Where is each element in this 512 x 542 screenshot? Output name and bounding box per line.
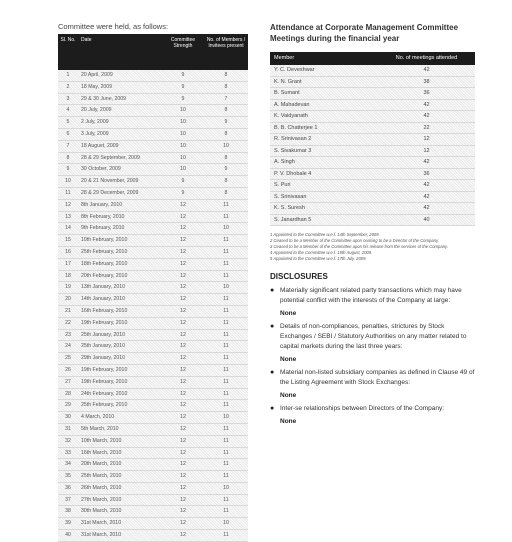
cell-sl-no: 15: [65, 237, 71, 244]
cell-member: P. V. Dhobale 4: [274, 170, 312, 177]
table-row: [58, 153, 248, 165]
cell-sl-no: 12: [65, 201, 71, 208]
cell-strength: 10: [180, 142, 186, 149]
cell-date: 31st March, 2010: [81, 520, 122, 527]
cell-sl-no: 4: [66, 107, 70, 114]
cell-members-present: 11: [223, 355, 229, 362]
cell-member: K. S. Suresh: [274, 205, 305, 211]
cell-members-present: 11: [223, 331, 229, 338]
cell-sl-no: 22: [65, 319, 71, 326]
cell-strength: 9: [181, 72, 185, 78]
cell-date: 30 October, 2009: [81, 166, 121, 173]
table-row: [58, 117, 248, 129]
table-row: [58, 448, 248, 460]
cell-strength: 12: [180, 248, 186, 255]
disclosure-item: [270, 404, 475, 425]
cell-strength: 10: [180, 119, 186, 126]
cell-date: 3 July, 2009: [81, 130, 109, 137]
cell-members-present: 11: [223, 390, 229, 397]
disclosure-text: Materially significant related party transactions which may have potential conflict with the interests of the Company at large:: [280, 287, 462, 304]
cell-strength: 9: [181, 189, 185, 196]
table-row: [270, 77, 475, 89]
table-row: [58, 518, 248, 530]
cell-members-present: 10: [223, 484, 229, 491]
cell-members-present: 11: [223, 260, 229, 267]
cell-date: 13th January, 2010: [81, 284, 126, 291]
cell-member: S. Puri: [274, 182, 291, 188]
table-row: [270, 192, 475, 204]
cell-strength: 9: [181, 178, 185, 185]
table-row: [58, 271, 248, 283]
cell-sl-no: 32: [65, 437, 71, 444]
cell-date: 19th February, 2010: [81, 366, 128, 373]
footnote: 3 Ceased to be a Member of the Committee upon his release from the services of the Company.: [270, 244, 448, 249]
cell-members-present: 8: [224, 154, 228, 161]
cell-date: 20th March, 2010: [81, 461, 122, 468]
cell-sl-no: 18: [65, 272, 71, 279]
cell-date: 20 & 21 November, 2009: [81, 178, 139, 185]
cell-members-present: 7: [224, 95, 228, 102]
cell-members-present: 11: [223, 343, 229, 350]
table-row: [270, 169, 475, 181]
bullet-icon: ●: [270, 287, 275, 294]
table-row: [58, 306, 248, 318]
cell-sl-no: 16: [65, 248, 71, 255]
meetings-table-header: [58, 34, 248, 70]
cell-sl-no: 36: [65, 484, 71, 491]
table-row: [58, 530, 248, 542]
cell-strength: 12: [180, 414, 186, 421]
table-row: [58, 294, 248, 306]
cell-strength: 9: [181, 95, 185, 102]
cell-date: 20 July, 2009: [81, 107, 112, 114]
cell-sl-no: 2: [66, 83, 70, 90]
cell-members-present: 8: [224, 83, 228, 90]
header-members-present: No. of Members / Invitees present: [206, 37, 246, 49]
cell-members-present: 8: [224, 107, 228, 114]
cell-date: 20th February, 2010: [81, 272, 128, 279]
header-sl-no: Sl. No.: [60, 37, 76, 43]
cell-member: B. B. Chatterjee 1: [274, 124, 318, 131]
cell-strength: 12: [180, 319, 186, 326]
footnote: 1 Appointed to the Committee w.e.f. 14th September, 2009.: [270, 232, 380, 237]
attendance-section: [270, 22, 475, 425]
cell-meetings: 42: [423, 113, 430, 119]
cell-members-present: 11: [223, 437, 229, 444]
cell-meetings: 40: [423, 216, 430, 223]
table-row: [58, 212, 248, 224]
cell-sl-no: 9: [66, 166, 70, 173]
cell-date: 18 May, 2009: [81, 83, 113, 90]
cell-meetings: 42: [423, 193, 430, 200]
cell-date: 25th March, 2010: [81, 473, 122, 480]
table-row: [58, 188, 248, 200]
cell-strength: 12: [180, 307, 186, 314]
cell-strength: 12: [180, 284, 186, 291]
cell-strength: 12: [180, 343, 186, 350]
table-row: [270, 88, 475, 100]
disclosure-answer: None: [280, 392, 297, 399]
table-row: [58, 506, 248, 518]
cell-members-present: 9: [224, 119, 228, 126]
cell-member: K. N. Grant: [274, 78, 302, 85]
cell-strength: 12: [180, 461, 186, 468]
table-row: [270, 111, 475, 123]
cell-date: 16th February, 2010: [81, 307, 128, 314]
cell-members-present: 11: [223, 307, 229, 314]
table-row: [58, 436, 248, 448]
cell-meetings: 42: [423, 159, 430, 165]
cell-meetings: 42: [423, 182, 430, 188]
cell-strength: 12: [180, 366, 186, 373]
cell-strength: 12: [180, 213, 186, 220]
cell-members-present: 11: [223, 213, 229, 220]
cell-date: 9th February, 2010: [81, 225, 125, 232]
cell-strength: 12: [180, 201, 186, 208]
cell-member: S. Sivakumar 3: [274, 147, 312, 154]
table-row: [58, 141, 248, 153]
attendance-title: [270, 22, 475, 44]
cell-sl-no: 37: [65, 496, 71, 503]
cell-sl-no: 30: [65, 414, 71, 421]
cell-strength: 12: [180, 484, 186, 491]
disclosure-bullet: [270, 322, 475, 352]
cell-sl-no: 29: [65, 402, 71, 409]
cell-members-present: 11: [223, 449, 229, 456]
cell-meetings: 36: [423, 90, 430, 96]
cell-date: 18th February, 2010: [81, 260, 128, 267]
cell-strength: 10: [180, 166, 186, 173]
cell-members-present: 11: [223, 473, 229, 480]
disclosures-title: DISCLOSURES: [270, 272, 328, 281]
section-intro: Committee were held, as follows:: [58, 22, 169, 31]
table-row: [270, 65, 475, 77]
cell-strength: 12: [180, 449, 186, 456]
cell-members-present: 11: [223, 366, 229, 373]
footnote: 4 Appointed to the Committee w.e.f. 15th August, 2009.: [270, 250, 373, 255]
attendance-title-line2: Meetings during the financial year: [270, 34, 400, 43]
table-row: [58, 459, 248, 471]
cell-members-present: 8: [224, 178, 228, 185]
cell-date: 19th February, 2010: [81, 319, 128, 326]
cell-date: 27th March, 2010: [81, 496, 122, 503]
bullet-icon: ●: [270, 323, 275, 330]
header-date: Date: [81, 37, 92, 43]
cell-meetings: 38: [423, 78, 430, 85]
cell-date: 10th March, 2010: [81, 437, 122, 444]
cell-strength: 12: [180, 225, 186, 232]
cell-sl-no: 7: [66, 142, 70, 149]
cell-member: R. Srinivasan 2: [274, 136, 312, 142]
cell-members-present: 10: [223, 284, 229, 291]
disclosure-bullet: [270, 368, 475, 388]
cell-date: 2 July, 2009: [81, 119, 109, 126]
cell-sl-no: 14: [65, 225, 71, 232]
meetings-table-body: [58, 70, 248, 542]
table-row: [58, 471, 248, 483]
cell-strength: 12: [180, 260, 186, 267]
cell-members-present: 10: [223, 142, 229, 149]
cell-members-present: 10: [223, 520, 229, 527]
cell-meetings: 12: [423, 147, 430, 154]
table-row: [58, 94, 248, 106]
cell-date: 26th March, 2010: [81, 484, 122, 491]
table-row: [58, 82, 248, 94]
cell-member: B. Sumant: [274, 90, 300, 96]
cell-members-present: 8: [224, 130, 228, 137]
cell-sl-no: 5: [66, 119, 70, 126]
table-row: [58, 377, 248, 389]
cell-members-present: 10: [223, 414, 229, 421]
table-row: [58, 495, 248, 507]
cell-members-present: 11: [223, 532, 229, 539]
cell-strength: 12: [180, 355, 186, 362]
cell-date: 25th February, 2010: [81, 248, 128, 255]
cell-sl-no: 33: [65, 449, 71, 456]
cell-sl-no: 26: [65, 366, 71, 373]
attendance-table-header: [270, 52, 475, 65]
cell-date: 24th February, 2010: [81, 390, 128, 397]
table-row: [58, 70, 248, 82]
disclosure-bullet: [270, 404, 475, 414]
cell-strength: 12: [180, 532, 186, 539]
cell-strength: 10: [180, 154, 186, 161]
table-row: [58, 200, 248, 212]
cell-strength: 12: [180, 378, 186, 385]
cell-meetings: 22: [423, 124, 430, 131]
disclosure-answer: None: [280, 356, 297, 363]
cell-strength: 12: [180, 390, 186, 397]
cell-date: 29 & 30 June, 2009: [81, 95, 126, 102]
bullet-icon: ●: [270, 369, 275, 376]
cell-date: 8th February, 2010: [81, 213, 125, 220]
disclosure-bullet: [270, 286, 475, 306]
committee-meetings-section: [58, 22, 248, 542]
cell-meetings: 36: [423, 170, 430, 177]
table-row: [58, 483, 248, 495]
cell-members-present: 11: [223, 496, 229, 503]
table-row: [58, 164, 248, 176]
cell-members-present: 8: [224, 72, 228, 78]
table-row: [58, 129, 248, 141]
cell-strength: 12: [180, 331, 186, 338]
cell-sl-no: 21: [65, 307, 71, 314]
cell-date: 25th January, 2010: [81, 343, 126, 350]
table-row: [58, 176, 248, 188]
table-row: [58, 341, 248, 353]
footnote: 5 Appointed to the Committee w.e.f. 17th July, 2009.: [270, 256, 367, 261]
footnotes: [270, 232, 475, 262]
cell-strength: 10: [180, 107, 186, 114]
disclosure-text: Inter-se relationships between Directors of the Company:: [280, 405, 445, 412]
cell-members-present: 8: [224, 189, 228, 196]
cell-strength: 12: [180, 425, 186, 432]
disclosure-item: [270, 368, 475, 399]
cell-date: 29th January, 2010: [81, 355, 126, 362]
cell-members-present: 11: [223, 378, 229, 385]
cell-strength: 12: [180, 437, 186, 444]
disclosure-text: Details of non-compliances, penalties, strictures by Stock Exchanges / SEBI / Statutory Authorities on any matter related to capital markets during the last three years:: [280, 323, 467, 350]
cell-strength: 9: [181, 83, 185, 90]
table-row: [58, 400, 248, 412]
header-meetings-attended: No. of meetings attended: [395, 55, 458, 61]
table-row: [58, 318, 248, 330]
cell-date: 28 & 29 December, 2009: [81, 189, 139, 196]
cell-members-present: 11: [223, 201, 229, 208]
cell-meetings: 42: [423, 101, 430, 108]
table-row: [58, 365, 248, 377]
disclosures-list: [270, 286, 475, 425]
cell-strength: 12: [180, 520, 186, 527]
cell-members-present: 11: [223, 319, 229, 326]
table-row: [58, 235, 248, 247]
cell-meetings: 12: [423, 136, 430, 142]
cell-sl-no: 10: [65, 178, 71, 185]
cell-member: A. Mahadevan: [274, 101, 310, 108]
cell-strength: 12: [180, 496, 186, 503]
table-row: [58, 353, 248, 365]
cell-member: K. Vaidyanath: [274, 113, 308, 119]
cell-date: 28 & 29 September, 2009: [81, 154, 140, 161]
footnote: 2 Ceased to be a Member of the Committee upon ceasing to be a Director of the Company.: [270, 238, 439, 243]
cell-sl-no: 24: [65, 343, 71, 350]
cell-meetings: 42: [423, 67, 430, 73]
header-strength: Committee Strength: [170, 37, 196, 49]
cell-sl-no: 25: [65, 355, 71, 362]
table-row: [270, 146, 475, 158]
disclosure-text: Material non-listed subsidiary companies as defined in Clause 49 of the Listing Agreement with Stock Exchanges:: [280, 369, 475, 386]
cell-sl-no: 31: [65, 425, 71, 432]
cell-date: 30th March, 2010: [81, 508, 122, 515]
cell-members-present: 11: [223, 272, 229, 279]
cell-sl-no: 1: [66, 72, 70, 78]
cell-sl-no: 8: [66, 154, 70, 161]
cell-date: 31st March, 2010: [81, 532, 122, 539]
cell-date: 5th March, 2010: [81, 425, 119, 432]
cell-sl-no: 28: [65, 390, 71, 397]
cell-member: S. Srinivasan: [274, 193, 307, 200]
cell-members-present: 10: [223, 225, 229, 232]
cell-strength: 12: [180, 296, 186, 303]
cell-sl-no: 35: [65, 473, 71, 480]
cell-sl-no: 17: [65, 260, 71, 267]
cell-sl-no: 6: [66, 130, 70, 137]
cell-sl-no: 34: [65, 461, 71, 468]
table-row: [58, 412, 248, 424]
cell-sl-no: 19: [65, 284, 71, 291]
table-row: [270, 215, 475, 227]
cell-date: 19th February, 2010: [81, 378, 128, 385]
table-row: [270, 134, 475, 146]
table-row: [270, 180, 475, 192]
header-member: Member: [274, 55, 295, 61]
cell-members-present: 11: [223, 248, 229, 255]
table-row: [58, 105, 248, 117]
disclosure-item: [270, 286, 475, 317]
table-row: [58, 247, 248, 259]
cell-strength: 12: [180, 402, 186, 409]
cell-sl-no: 23: [65, 331, 71, 338]
cell-members-present: 11: [223, 402, 229, 409]
disclosure-item: [270, 322, 475, 363]
table-row: [58, 424, 248, 436]
cell-sl-no: 20: [65, 296, 71, 303]
cell-strength: 12: [180, 473, 186, 480]
disclosure-answer: None: [280, 310, 297, 317]
table-row: [58, 259, 248, 271]
cell-sl-no: 27: [65, 378, 71, 385]
attendance-table-body: [270, 65, 475, 226]
table-row: [58, 223, 248, 235]
cell-sl-no: 38: [65, 508, 71, 515]
table-row: [270, 157, 475, 169]
cell-date: 10th February, 2010: [81, 237, 128, 244]
cell-date: 4 March, 2010: [81, 414, 115, 421]
cell-date: 20 April, 2009: [81, 72, 113, 78]
table-row: [270, 100, 475, 112]
cell-sl-no: 11: [65, 189, 71, 196]
cell-sl-no: 13: [65, 213, 71, 220]
disclosure-answer: None: [280, 418, 297, 425]
table-row: [58, 282, 248, 294]
cell-date: 8th January, 2010: [81, 201, 123, 208]
cell-date: 25th February, 2010: [81, 402, 128, 409]
cell-sl-no: 3: [66, 95, 70, 102]
cell-sl-no: 39: [65, 520, 71, 527]
cell-member: Y. C. Deveshwar: [274, 67, 315, 73]
cell-date: 16th March, 2010: [81, 449, 122, 456]
cell-members-present: 9: [224, 166, 228, 173]
table-row: [58, 389, 248, 401]
bullet-icon: ●: [270, 405, 275, 412]
table-row: [270, 203, 475, 215]
cell-strength: 10: [180, 130, 186, 137]
cell-members-present: 11: [223, 508, 229, 515]
cell-strength: 12: [180, 237, 186, 244]
cell-members-present: 11: [223, 461, 229, 468]
cell-strength: 12: [180, 272, 186, 279]
cell-strength: 12: [180, 508, 186, 515]
attendance-title-line1: Attendance at Corporate Management Committee: [270, 23, 459, 32]
cell-members-present: 11: [223, 237, 229, 244]
table-row: [58, 330, 248, 342]
cell-members-present: 11: [223, 296, 229, 303]
cell-date: 25th January, 2010: [81, 331, 126, 338]
cell-member: S. Janardhan 5: [274, 216, 312, 223]
cell-sl-no: 40: [65, 532, 71, 539]
cell-members-present: 11: [223, 425, 229, 432]
table-row: [270, 123, 475, 135]
cell-meetings: 42: [423, 205, 430, 211]
cell-date: 18 August, 2009: [81, 142, 119, 149]
cell-date: 14th January, 2010: [81, 296, 126, 303]
cell-member: A. Singh: [274, 159, 295, 165]
